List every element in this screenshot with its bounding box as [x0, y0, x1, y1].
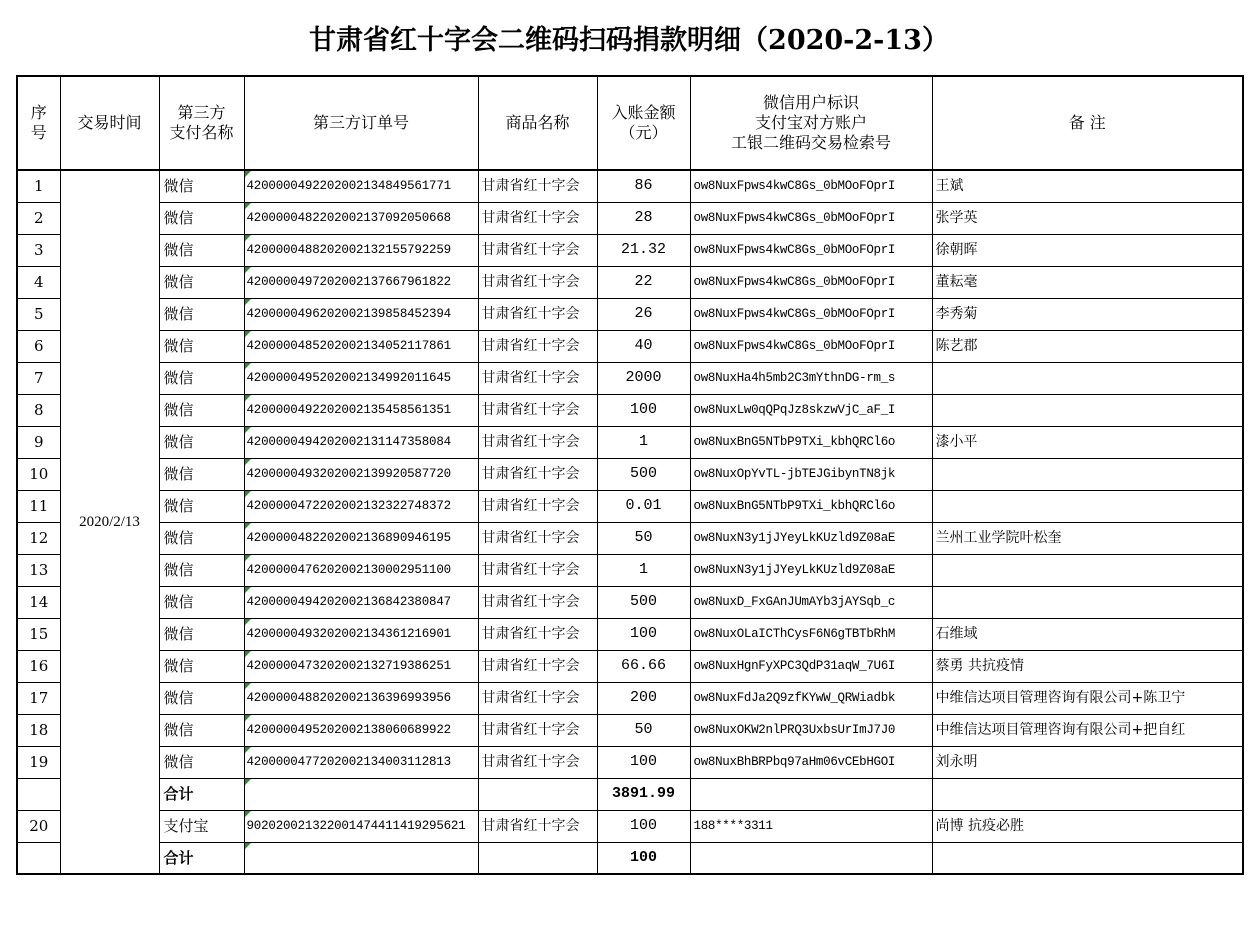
cell-seq: 13 — [17, 554, 60, 586]
table-row — [17, 714, 1243, 746]
table-row — [17, 426, 1243, 458]
cell-goods: 甘肃省红十字会 — [478, 714, 597, 746]
header-amount — [597, 76, 690, 170]
cell-note: 李秀菊 — [932, 298, 1243, 330]
cell-account: ow8NuxOKW2nlPRQ3UxbsUrImJ7J0 — [690, 714, 932, 746]
cell-note — [932, 490, 1243, 522]
cell-seq: 6 — [17, 330, 60, 362]
cell-goods: 甘肃省红十字会 — [478, 458, 597, 490]
cell-payment: 微信 — [159, 746, 244, 778]
cell-payment: 微信 — [159, 458, 244, 490]
cell-seq: 18 — [17, 714, 60, 746]
cell-order: 4200000485202002134052117861 — [244, 330, 478, 362]
cell-amount: 100 — [597, 618, 690, 650]
cell-amount: 100 — [597, 810, 690, 842]
cell-seq: 7 — [17, 362, 60, 394]
cell-order: 4200000472202002132322748372 — [244, 490, 478, 522]
cell-amount: 26 — [597, 298, 690, 330]
cell-note: 中维信达项目管理咨询有限公司+把自红 — [932, 714, 1243, 746]
cell-order: 902020021322001474411419295621 — [244, 810, 478, 842]
cell-payment: 微信 — [159, 586, 244, 618]
cell-goods — [478, 778, 597, 810]
cell-order: 4200000492202002134849561771 — [244, 170, 478, 202]
cell-account: ow8NuxFpws4kwC8Gs_0bMOoFOprI — [690, 266, 932, 298]
table-body — [17, 76, 1243, 874]
cell-goods — [478, 842, 597, 874]
cell-note: 董耘毫 — [932, 266, 1243, 298]
cell-note: 徐朝晖 — [932, 234, 1243, 266]
cell-amount: 100 — [597, 746, 690, 778]
cell-amount: 100 — [597, 394, 690, 426]
subtotal-row — [17, 842, 1243, 874]
cell-payment: 微信 — [159, 234, 244, 266]
cell-amount: 22 — [597, 266, 690, 298]
cell-payment: 微信 — [159, 490, 244, 522]
cell-order: 4200000482202002136890946195 — [244, 522, 478, 554]
cell-seq: 10 — [17, 458, 60, 490]
cell-goods: 甘肃省红十字会 — [478, 586, 597, 618]
cell-goods: 甘肃省红十字会 — [478, 426, 597, 458]
cell-order: 4200000496202002139858452394 — [244, 298, 478, 330]
cell-goods: 甘肃省红十字会 — [478, 266, 597, 298]
cell-account: ow8NuxFpws4kwC8Gs_0bMOoFOprI — [690, 298, 932, 330]
cell-seq: 12 — [17, 522, 60, 554]
cell-goods: 甘肃省红十字会 — [478, 618, 597, 650]
cell-seq: 5 — [17, 298, 60, 330]
cell-order — [244, 778, 478, 810]
donation-table — [16, 75, 1244, 875]
cell-payment: 微信 — [159, 330, 244, 362]
cell-seq: 11 — [17, 490, 60, 522]
cell-goods: 甘肃省红十字会 — [478, 522, 597, 554]
cell-payment: 微信 — [159, 202, 244, 234]
table-row — [17, 394, 1243, 426]
cell-payment: 微信 — [159, 618, 244, 650]
header-amount-text: 入账金额 （元） — [611, 103, 676, 142]
cell-amount: 86 — [597, 170, 690, 202]
cell-payment: 微信 — [159, 426, 244, 458]
header-seq-text: 序 号 — [30, 103, 47, 142]
cell-amount: 21.32 — [597, 234, 690, 266]
cell-note: 张学英 — [932, 202, 1243, 234]
table-row — [17, 810, 1243, 842]
cell-account: ow8NuxFpws4kwC8Gs_0bMOoFOprI — [690, 234, 932, 266]
header-payment-text: 第三方 支付名称 — [169, 103, 234, 142]
cell-goods: 甘肃省红十字会 — [478, 362, 597, 394]
cell-note: 尚博 抗疫必胜 — [932, 810, 1243, 842]
cell-seq — [17, 842, 60, 874]
header-row — [17, 76, 1243, 170]
cell-order: 4200000497202002137667961822 — [244, 266, 478, 298]
table-row — [17, 458, 1243, 490]
cell-order: 4200000482202002137092050668 — [244, 202, 478, 234]
subtotal-label: 合计 — [159, 842, 244, 874]
cell-seq: 15 — [17, 618, 60, 650]
cell-payment: 微信 — [159, 714, 244, 746]
cell-goods: 甘肃省红十字会 — [478, 170, 597, 202]
cell-payment: 微信 — [159, 362, 244, 394]
subtotal-amount: 100 — [597, 842, 690, 874]
cell-note — [932, 842, 1243, 874]
cell-account: ow8NuxOLaICThCysF6N6gTBTbRhM — [690, 618, 932, 650]
cell-goods: 甘肃省红十字会 — [478, 650, 597, 682]
table-row — [17, 650, 1243, 682]
cell-goods: 甘肃省红十字会 — [478, 298, 597, 330]
subtotal-label: 合计 — [159, 778, 244, 810]
cell-note: 中维信达项目管理咨询有限公司+陈卫宁 — [932, 682, 1243, 714]
cell-account: ow8NuxN3y1jJYeyLkKUzld9Z08aE — [690, 522, 932, 554]
cell-amount: 50 — [597, 522, 690, 554]
cell-goods: 甘肃省红十字会 — [478, 234, 597, 266]
cell-amount: 2000 — [597, 362, 690, 394]
header-account-text: 微信用户标识 支付宝对方账户 工银二维码交易检索号 — [730, 93, 891, 152]
cell-payment: 微信 — [159, 266, 244, 298]
cell-note: 王斌 — [932, 170, 1243, 202]
cell-note — [932, 394, 1243, 426]
cell-seq: 16 — [17, 650, 60, 682]
cell-account: ow8NuxLw0qQPqJz8skzwVjC_aF_I — [690, 394, 932, 426]
cell-order: 4200000494202002131147358084 — [244, 426, 478, 458]
table-row — [17, 362, 1243, 394]
cell-order: 4200000488202002136396993956 — [244, 682, 478, 714]
cell-account: ow8NuxD_FxGAnJUmAYb3jAYSqb_c — [690, 586, 932, 618]
cell-account — [690, 842, 932, 874]
table-row — [17, 682, 1243, 714]
table-row — [17, 746, 1243, 778]
cell-amount: 66.66 — [597, 650, 690, 682]
cell-amount: 0.01 — [597, 490, 690, 522]
subtotal-amount: 3891.99 — [597, 778, 690, 810]
cell-seq: 9 — [17, 426, 60, 458]
cell-payment: 微信 — [159, 650, 244, 682]
table-row — [17, 586, 1243, 618]
cell-note: 蔡勇 共抗疫情 — [932, 650, 1243, 682]
cell-order: 4200000473202002132719386251 — [244, 650, 478, 682]
cell-account: ow8NuxHgnFyXPC3QdP31aqW_7U6I — [690, 650, 932, 682]
cell-seq: 1 — [17, 170, 60, 202]
cell-goods: 甘肃省红十字会 — [478, 202, 597, 234]
table-row — [17, 554, 1243, 586]
cell-account — [690, 778, 932, 810]
table-row — [17, 298, 1243, 330]
table-row — [17, 170, 1243, 202]
cell-order: 4200000477202002134003112813 — [244, 746, 478, 778]
cell-note: 石维域 — [932, 618, 1243, 650]
cell-goods: 甘肃省红十字会 — [478, 746, 597, 778]
cell-order: 4200000493202002139920587720 — [244, 458, 478, 490]
cell-note: 刘永明 — [932, 746, 1243, 778]
cell-account: 188****3311 — [690, 810, 932, 842]
cell-order: 4200000488202002132155792259 — [244, 234, 478, 266]
cell-account: ow8NuxFpws4kwC8Gs_0bMOoFOprI — [690, 330, 932, 362]
cell-seq — [17, 778, 60, 810]
cell-order — [244, 842, 478, 874]
cell-seq: 19 — [17, 746, 60, 778]
cell-note — [932, 458, 1243, 490]
cell-payment: 微信 — [159, 554, 244, 586]
cell-date: 2020/2/13 — [60, 170, 159, 874]
cell-payment: 微信 — [159, 298, 244, 330]
header-seq — [17, 76, 60, 170]
table-row — [17, 522, 1243, 554]
cell-seq: 4 — [17, 266, 60, 298]
table-row — [17, 490, 1243, 522]
subtotal-row — [17, 778, 1243, 810]
cell-order: 4200000476202002130002951100 — [244, 554, 478, 586]
header-order: 第三方订单号 — [244, 76, 478, 170]
cell-amount: 500 — [597, 586, 690, 618]
cell-note: 兰州工业学院叶松奎 — [932, 522, 1243, 554]
cell-amount: 50 — [597, 714, 690, 746]
cell-amount: 1 — [597, 426, 690, 458]
cell-account: ow8NuxN3y1jJYeyLkKUzld9Z08aE — [690, 554, 932, 586]
cell-payment: 微信 — [159, 682, 244, 714]
cell-order: 4200000494202002136842380847 — [244, 586, 478, 618]
cell-amount: 500 — [597, 458, 690, 490]
table-row — [17, 330, 1243, 362]
cell-amount: 40 — [597, 330, 690, 362]
cell-note — [932, 778, 1243, 810]
cell-goods: 甘肃省红十字会 — [478, 490, 597, 522]
header-account — [690, 76, 932, 170]
header-time: 交易时间 — [60, 76, 159, 170]
cell-order: 4200000495202002138060689922 — [244, 714, 478, 746]
table-row — [17, 266, 1243, 298]
cell-goods: 甘肃省红十字会 — [478, 394, 597, 426]
cell-note — [932, 362, 1243, 394]
cell-seq: 3 — [17, 234, 60, 266]
cell-goods: 甘肃省红十字会 — [478, 330, 597, 362]
cell-payment: 微信 — [159, 394, 244, 426]
cell-payment: 微信 — [159, 522, 244, 554]
cell-order: 4200000493202002134361216901 — [244, 618, 478, 650]
cell-seq: 17 — [17, 682, 60, 714]
cell-seq: 2 — [17, 202, 60, 234]
cell-note — [932, 586, 1243, 618]
cell-account: ow8NuxBnG5NTbP9TXi_kbhQRCl6o — [690, 426, 932, 458]
cell-goods: 甘肃省红十字会 — [478, 554, 597, 586]
cell-account: ow8NuxFpws4kwC8Gs_0bMOoFOprI — [690, 170, 932, 202]
cell-payment: 微信 — [159, 170, 244, 202]
cell-account: ow8NuxOpYvTL-jbTEJGibynTN8jk — [690, 458, 932, 490]
page-title: 甘肃省红十字会二维码扫码捐款明细（2020-2-13） — [309, 25, 949, 56]
cell-amount: 1 — [597, 554, 690, 586]
cell-note: 漆小平 — [932, 426, 1243, 458]
cell-account: ow8NuxFdJa2Q9zfKYwW_QRWiadbk — [690, 682, 932, 714]
table-row — [17, 618, 1243, 650]
cell-amount: 200 — [597, 682, 690, 714]
header-goods: 商品名称 — [478, 76, 597, 170]
cell-account: ow8NuxFpws4kwC8Gs_0bMOoFOprI — [690, 202, 932, 234]
cell-note: 陈艺郡 — [932, 330, 1243, 362]
cell-account: ow8NuxHa4h5mb2C3mYthnDG-rm_s — [690, 362, 932, 394]
cell-goods: 甘肃省红十字会 — [478, 810, 597, 842]
cell-payment: 支付宝 — [159, 810, 244, 842]
cell-amount: 28 — [597, 202, 690, 234]
cell-goods: 甘肃省红十字会 — [478, 682, 597, 714]
cell-order: 4200000495202002134992011645 — [244, 362, 478, 394]
cell-order: 4200000492202002135458561351 — [244, 394, 478, 426]
table-row — [17, 234, 1243, 266]
cell-seq: 20 — [17, 810, 60, 842]
cell-seq: 8 — [17, 394, 60, 426]
cell-note — [932, 554, 1243, 586]
cell-account: ow8NuxBnG5NTbP9TXi_kbhQRCl6o — [690, 490, 932, 522]
cell-account: ow8NuxBhBRPbq97aHm06vCEbHGOI — [690, 746, 932, 778]
table-row — [17, 202, 1243, 234]
header-note: 备 注 — [932, 76, 1243, 170]
header-payment — [159, 76, 244, 170]
cell-seq: 14 — [17, 586, 60, 618]
